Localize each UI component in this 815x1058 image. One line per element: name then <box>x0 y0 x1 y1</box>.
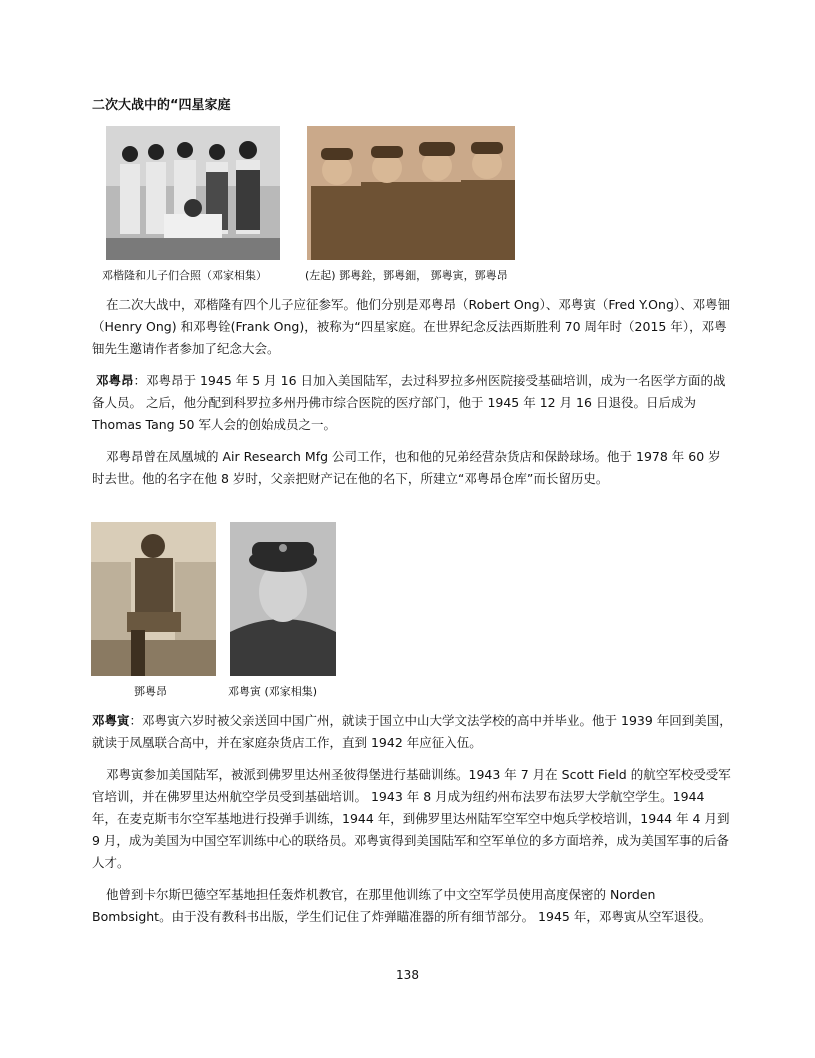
person-name-fred: 邓粤寅 <box>92 713 130 728</box>
person-name-robert: 邓粤昂 <box>95 373 134 388</box>
paragraph-4-text: ：邓粤寅六岁时被父亲送回中国广州，就读于国立中山大学文法学校的高中并毕业。他于 1939 年回到美国，就读于凤凰联合高中，并在家庭杂货店工作，直到 1942 年应征入伍。 <box>92 713 732 750</box>
robert-ong-photo <box>91 522 216 676</box>
paragraph-2 <box>92 370 732 436</box>
paragraph-3: 邓粤昂曾在凤凰城的 Air Research Mfg 公司工作，也和他的兄弟经营杂货店和保龄球场。他于 1978 年 60 岁时去世。他的名字在他 8 岁时，父亲把财产记在他的名下，所建立“邓粤昂仓库”而长留历史。 <box>92 449 721 486</box>
family-photo-caption: 邓楷隆和儿子们合照（邓家相集） <box>102 269 267 282</box>
robert-photo-caption: 鄧粵昂 <box>134 685 167 698</box>
page-number: 138 <box>396 968 419 982</box>
four-soldiers-photo <box>307 126 515 260</box>
fred-photo-caption: 邓粤寅 (邓家相集) <box>228 685 318 698</box>
paragraph-1: 在二次大战中，邓楷隆有四个儿子应征参军。他们分别是邓粤昂（Robert Ong）、邓粤寅（Fred Y.Ong）、邓粤钿（Henry Ong) 和邓粤铨(Frank Ong)，被称为“四星家庭。在世界纪念反法西斯胜利 70 周年时（2015 年），邓粤钿先生邀请作者参加了纪念大会。 <box>92 297 731 356</box>
paragraph-5: 邓粤寅参加美国陆军，被派到佛罗里达州圣彼得堡进行基础训练。1943 年 7 月在 Scott Field 的航空军校受受军官培训，并在佛罗里达州航空学员受到基础培训。 1943 年 8 月成为纽约州布法罗布法罗大学航空学生。1944 年，在麦克斯韦尔空军基地进行投弹手训练，1944 年，到佛罗里达州陆军空军空中炮兵学校培训，1944 年 4 月到 9 月，成为美国为中国空军训练中心的联络员。邓粤寅得到美国陆军和空军单位的多方面培养，成为美国军事的后备人才。 <box>92 767 731 870</box>
page-heading: 二次大战中的“四星家庭 <box>92 98 231 113</box>
fred-ong-portrait <box>230 522 336 676</box>
soldiers-photo-caption: (左起) 鄧粵銓，鄧粵鈿， 鄧粵寅，鄧粵昂 <box>305 269 508 282</box>
paragraph-2-text: ：邓粤昂于 1945 年 5 月 16 日加入美国陆军，去过科罗拉多州医院接受基础培训，成为一名医学方面的战备人员。 之后，他分配到科罗拉多州丹佛市综合医院的医疗部门，他于 1945 年 12 月 16 日退役。日后成为 Thomas Tang 50 军人会的创始成员之一。 <box>92 373 726 432</box>
family-group-photo <box>106 126 280 260</box>
paragraph-4 <box>92 710 732 754</box>
paragraph-6: 他曾到卡尔斯巴德空军基地担任轰炸机教官，在那里他训练了中文空军学员使用高度保密的 Norden Bombsight。由于没有教科书出版，学生们记住了炸弹瞄准器的所有细节部分。 1945 年，邓粤寅从空军退役。 <box>92 887 712 924</box>
